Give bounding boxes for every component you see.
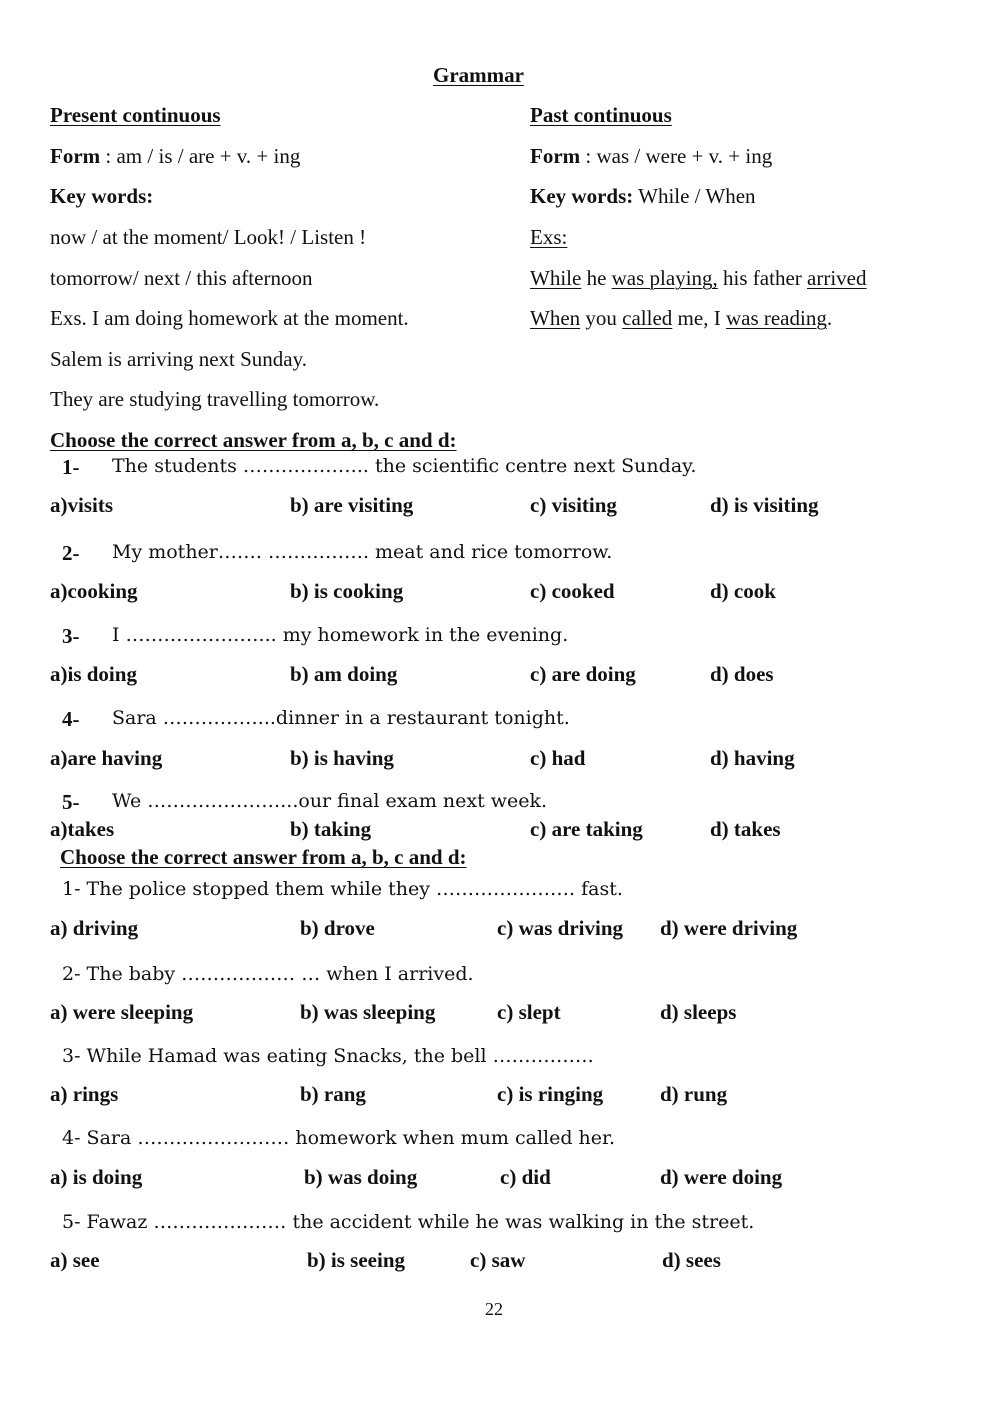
option-a[interactable]: a) is doing bbox=[50, 1165, 143, 1189]
option-a[interactable]: a) rings bbox=[50, 1082, 119, 1106]
past-keywords bbox=[530, 186, 756, 207]
present-keywords-line2: tomorrow/ next / this afternoon bbox=[50, 266, 313, 290]
question-number: 5- bbox=[62, 790, 80, 814]
option-c[interactable]: c) are taking bbox=[530, 817, 643, 841]
past-form-text: : was / were + v. + ing bbox=[580, 144, 773, 168]
past-examples-label: Exs: bbox=[530, 225, 568, 249]
option-b[interactable]: b) is seeing bbox=[307, 1248, 406, 1272]
ex1-word-was-playing: was playing, bbox=[611, 266, 718, 290]
option-d[interactable]: d) is visiting bbox=[710, 493, 819, 517]
option-a[interactable]: a)takes bbox=[50, 817, 115, 841]
question-number: 2- bbox=[62, 541, 80, 565]
present-example-3: They are studying travelling tomorrow. bbox=[50, 387, 380, 411]
question-text: 1- The police stopped them while they …………………. fast. bbox=[62, 878, 623, 900]
option-c[interactable]: c) cooked bbox=[530, 579, 615, 603]
exercise-2-instruction: Choose the correct answer from a, b, c and d: bbox=[60, 845, 467, 869]
question-number: 4- bbox=[62, 707, 80, 731]
option-b[interactable]: b) is cooking bbox=[290, 579, 404, 603]
present-example-1: Exs. I am doing homework at the moment. bbox=[50, 306, 409, 330]
question-text: My mother……. ……………. meat and rice tomorrow. bbox=[112, 541, 613, 563]
past-heading: Past continuous bbox=[530, 103, 672, 127]
option-a[interactable]: a)cooking bbox=[50, 579, 138, 603]
question-text: 4- Sara …………………… homework when mum called her. bbox=[62, 1127, 616, 1149]
option-a[interactable]: a)is doing bbox=[50, 662, 137, 686]
page-number: 22 bbox=[485, 1299, 503, 1319]
option-d[interactable]: d) does bbox=[710, 662, 774, 686]
option-d[interactable]: d) sleeps bbox=[660, 1000, 737, 1024]
option-a[interactable]: a) see bbox=[50, 1248, 100, 1272]
ex2-word-called: called bbox=[622, 306, 673, 330]
option-d[interactable]: d) rung bbox=[660, 1082, 728, 1106]
past-example-1 bbox=[530, 268, 867, 289]
option-c[interactable]: c) saw bbox=[470, 1248, 526, 1272]
present-heading: Present continuous bbox=[50, 103, 221, 127]
present-keywords-line1: now / at the moment/ Look! / Listen ! bbox=[50, 225, 367, 249]
option-a[interactable]: a) driving bbox=[50, 916, 139, 940]
question-text: Sara ……………...dinner in a restaurant tonight. bbox=[112, 707, 570, 729]
option-d[interactable]: d) were driving bbox=[660, 916, 798, 940]
ex2-word-when: When bbox=[530, 306, 581, 330]
past-form-label: Form bbox=[530, 144, 581, 168]
ex2-word-was-reading: was reading bbox=[725, 306, 827, 330]
question-text: 5- Fawaz ………………… the accident while he was walking in the street. bbox=[62, 1211, 755, 1233]
option-d[interactable]: d) sees bbox=[662, 1248, 721, 1272]
option-a[interactable]: a)are having bbox=[50, 746, 163, 770]
option-b[interactable]: b) is having bbox=[290, 746, 394, 770]
option-c[interactable]: c) is ringing bbox=[497, 1082, 604, 1106]
option-d[interactable]: d) having bbox=[710, 746, 795, 770]
option-c[interactable]: c) was driving bbox=[497, 916, 623, 940]
past-form bbox=[530, 146, 772, 167]
option-b[interactable]: b) am doing bbox=[290, 662, 398, 686]
option-b[interactable]: b) was sleeping bbox=[300, 1000, 436, 1024]
question-text: 3- While Hamad was eating Snacks, the bell ……………. bbox=[62, 1045, 594, 1067]
question-number: 1- bbox=[62, 455, 80, 479]
option-c[interactable]: c) are doing bbox=[530, 662, 636, 686]
past-keywords-text: While / When bbox=[633, 184, 756, 208]
ex2-text-2: me, I bbox=[672, 306, 726, 330]
option-c[interactable]: c) slept bbox=[497, 1000, 561, 1024]
ex1-word-while: While bbox=[530, 266, 582, 290]
option-b[interactable]: b) drove bbox=[300, 916, 375, 940]
present-form bbox=[50, 146, 300, 167]
option-b[interactable]: b) rang bbox=[300, 1082, 366, 1106]
question-text: The students ……………….. the scientific centre next Sunday. bbox=[112, 455, 697, 477]
ex1-text-2: his father bbox=[717, 266, 808, 290]
ex2-text-1: you bbox=[580, 306, 623, 330]
option-d[interactable]: d) cook bbox=[710, 579, 776, 603]
past-keywords-label: Key words: bbox=[530, 184, 634, 208]
past-example-2 bbox=[530, 308, 832, 329]
option-b[interactable]: b) are visiting bbox=[290, 493, 414, 517]
option-a[interactable]: a)visits bbox=[50, 493, 113, 517]
option-c[interactable]: c) had bbox=[530, 746, 586, 770]
ex1-text-1: he bbox=[581, 266, 612, 290]
question-text: 2- The baby ……………… … when I arrived. bbox=[62, 963, 474, 985]
option-c[interactable]: c) did bbox=[500, 1165, 551, 1189]
option-c[interactable]: c) visiting bbox=[530, 493, 617, 517]
option-b[interactable]: b) was doing bbox=[304, 1165, 418, 1189]
ex2-text-3: . bbox=[826, 306, 833, 330]
present-form-text: : am / is / are + v. + ing bbox=[100, 144, 301, 168]
exercise-1-instruction: Choose the correct answer from a, b, c and d: bbox=[50, 428, 457, 452]
option-b[interactable]: b) taking bbox=[290, 817, 372, 841]
question-text: We …………………...our final exam next week. bbox=[112, 790, 548, 812]
present-form-label: Form bbox=[50, 144, 101, 168]
question-number: 3- bbox=[62, 624, 80, 648]
option-d[interactable]: d) were doing bbox=[660, 1165, 783, 1189]
option-a[interactable]: a) were sleeping bbox=[50, 1000, 194, 1024]
present-example-2: Salem is arriving next Sunday. bbox=[50, 347, 308, 371]
page-title: Grammar bbox=[433, 63, 524, 87]
present-keywords-label: Key words: bbox=[50, 184, 154, 208]
ex1-word-arrived: arrived bbox=[807, 266, 867, 290]
question-text: I …………………... my homework in the evening. bbox=[112, 624, 569, 646]
option-d[interactable]: d) takes bbox=[710, 817, 781, 841]
